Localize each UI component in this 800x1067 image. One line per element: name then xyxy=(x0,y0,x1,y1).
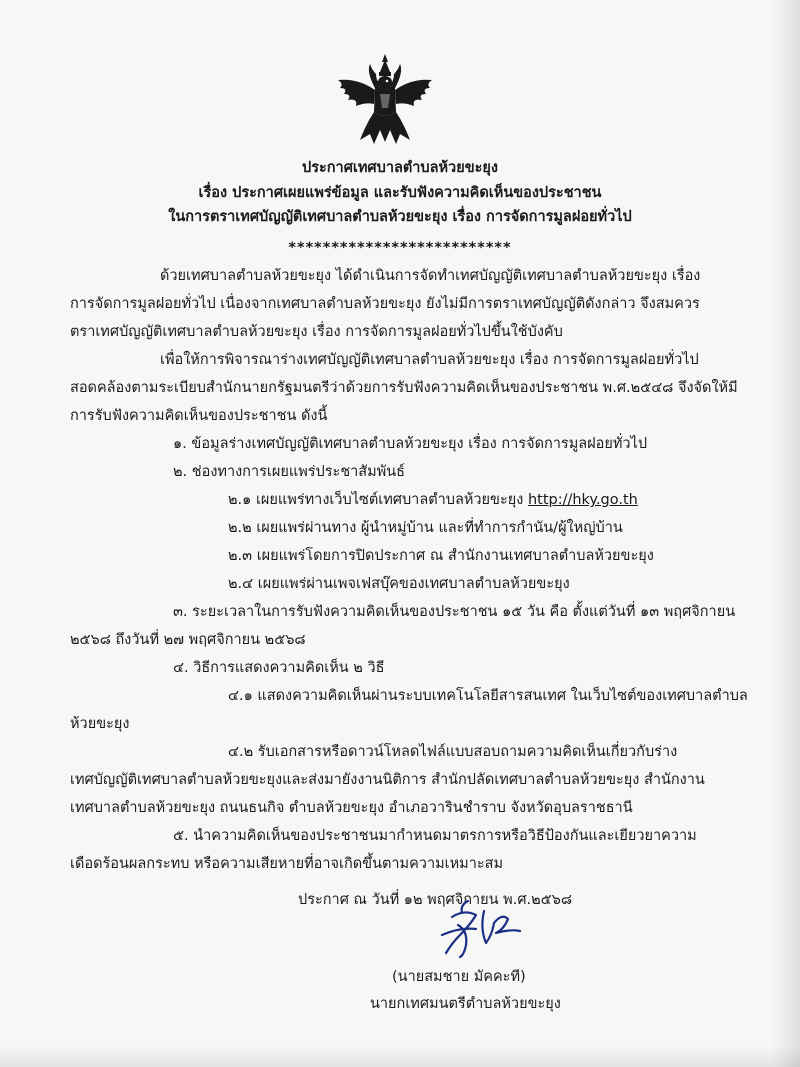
item-3-line-2: ๒๕๖๘ ถึงวันที่ ๒๗ พฤศจิกายน ๒๕๖๘ xyxy=(70,632,306,648)
signer-name: (นายสมชาย มัคคะที) xyxy=(392,969,526,985)
item-4: ๔. วิธีการแสดงความคิดเห็น ๒ วิธี xyxy=(173,660,385,676)
garuda-emblem-icon xyxy=(330,50,440,150)
item-2-1-text: ๒.๑ เผยแพร่ทางเว็บไซต์เทศบาลตำบลห้วยขะยุง xyxy=(228,492,528,508)
separator-stars: ************************** xyxy=(288,240,512,256)
item-4-2-line-2: เทศบัญญัติเทศบาลตำบลห้วยขะยุงและส่งมายังงานนิติการ สำนักปลัดเทศบาลตำบลห้วยขะยุง สำนักงาน xyxy=(70,772,705,788)
item-1: ๑. ข้อมูลร่างเทศบัญญัติเทศบาลตำบลห้วยขะยุง เรื่อง การจัดการมูลฝอยทั่วไป xyxy=(173,436,648,452)
item-5-line-2: เดือดร้อนผลกระทบ หรือความเสียหายที่อาจเกิดขึ้นตามความเหมาะสม xyxy=(70,856,504,872)
page-edge-shadow xyxy=(772,0,800,1067)
item-2-4: ๒.๔ เผยแพร่ผ่านเพจเฟสบุ๊คของเทศบาลตำบลห้วยขะยุง xyxy=(228,576,570,592)
website-link[interactable]: http://hky.go.th xyxy=(527,492,638,508)
item-2-3: ๒.๓ เผยแพร่โดยการปิดประกาศ ณ สำนักงานเทศบาลตำบลห้วยขะยุง xyxy=(228,548,654,564)
item-4-1-line-1: ๔.๑ แสดงความคิดเห็นผ่านระบบเทคโนโลยีสารสนเทศ ในเว็บไซต์ของเทศบาลตำบล xyxy=(228,688,748,704)
paragraph-1-line-1: ด้วยเทศบาลตำบลห้วยขะยุง ได้ดำเนินการจัดทำเทศบัญญัติเทศบาลตำบลห้วยขะยุง เรื่อง xyxy=(160,268,701,284)
announcement-subject: เรื่อง ประกาศเผยแพร่ข้อมูล และรับฟังความคิดเห็นของประชาชน xyxy=(198,185,602,201)
paragraph-2-line-2: สอดคล้องตามระเบียบสำนักนายกรัฐมนตรีว่าด้วยการรับฟังความคิดเห็นของประชาชน พ.ศ.๒๕๔๘ จึงจัดให้มี xyxy=(70,380,738,396)
item-4-2-line-3: เทศบาลตำบลห้วยขะยุง ถนนธนกิจ ตำบลห้วยขะยุง อำเภอวารินชำราบ จังหวัดอุบลราชธานี xyxy=(70,800,633,816)
announcement-title: ประกาศเทศบาลตำบลห้วยขะยุง xyxy=(302,160,498,176)
signer-position: นายกเทศมนตรีตำบลห้วยขะยุง xyxy=(370,996,561,1012)
item-4-1-line-2: ห้วยขะยุง xyxy=(70,716,130,732)
announcement-date: ประกาศ ณ วันที่ ๑๒ พฤศจิกายน พ.ศ.๒๕๖๘ xyxy=(298,892,573,908)
item-5-line-1: ๕. นำความคิดเห็นของประชาชนมากำหนดมาตรการหรือวิธีป้องกันและเยียวยาความ xyxy=(173,828,697,844)
signature xyxy=(430,895,560,965)
paragraph-2-line-3: การรับฟังความคิดเห็นของประชาชน ดังนี้ xyxy=(70,408,328,424)
item-2: ๒. ช่องทางการเผยแพร่ประชาสัมพันธ์ xyxy=(173,464,406,480)
paragraph-1-line-2: การจัดการมูลฝอยทั่วไป เนื่องจากเทศบาลตำบลห้วยขะยุง ยังไม่มีการตราเทศบัญญัติดังกล่าว จึงสมควร xyxy=(70,296,700,312)
paragraph-1-line-3: ตราเทศบัญญัติเทศบาลตำบลห้วยขะยุง เรื่อง การจัดการมูลฝอยทั่วไปขึ้นใช้บังคับ xyxy=(70,324,563,340)
item-3-line-1: ๓. ระยะเวลาในการรับฟังความคิดเห็นของประชาชน ๑๕ วัน คือ ตั้งแต่วันที่ ๑๓ พฤศจิกายน xyxy=(173,604,736,620)
item-2-1 xyxy=(228,490,638,510)
page-bottom-shadow xyxy=(0,1045,800,1067)
item-4-2-line-1: ๔.๒ รับเอกสารหรือดาวน์โหลดไฟล์แบบสอบถามความคิดเห็นเกี่ยวกับร่าง xyxy=(228,744,678,760)
announcement-subject-line2: ในการตราเทศบัญญัติเทศบาลตำบลห้วยขะยุง เรื่อง การจัดการมูลฝอยทั่วไป xyxy=(168,209,632,225)
paragraph-2-line-1: เพื่อให้การพิจารณาร่างเทศบัญญัติเทศบาลตำบลห้วยขะยุง เรื่อง การจัดการมูลฝอยทั่วไป xyxy=(160,352,699,368)
item-2-2: ๒.๒ เผยแพร่ผ่านทาง ผู้นำหมู่บ้าน และที่ทำการกำนัน/ผู้ใหญ่บ้าน xyxy=(228,520,623,536)
